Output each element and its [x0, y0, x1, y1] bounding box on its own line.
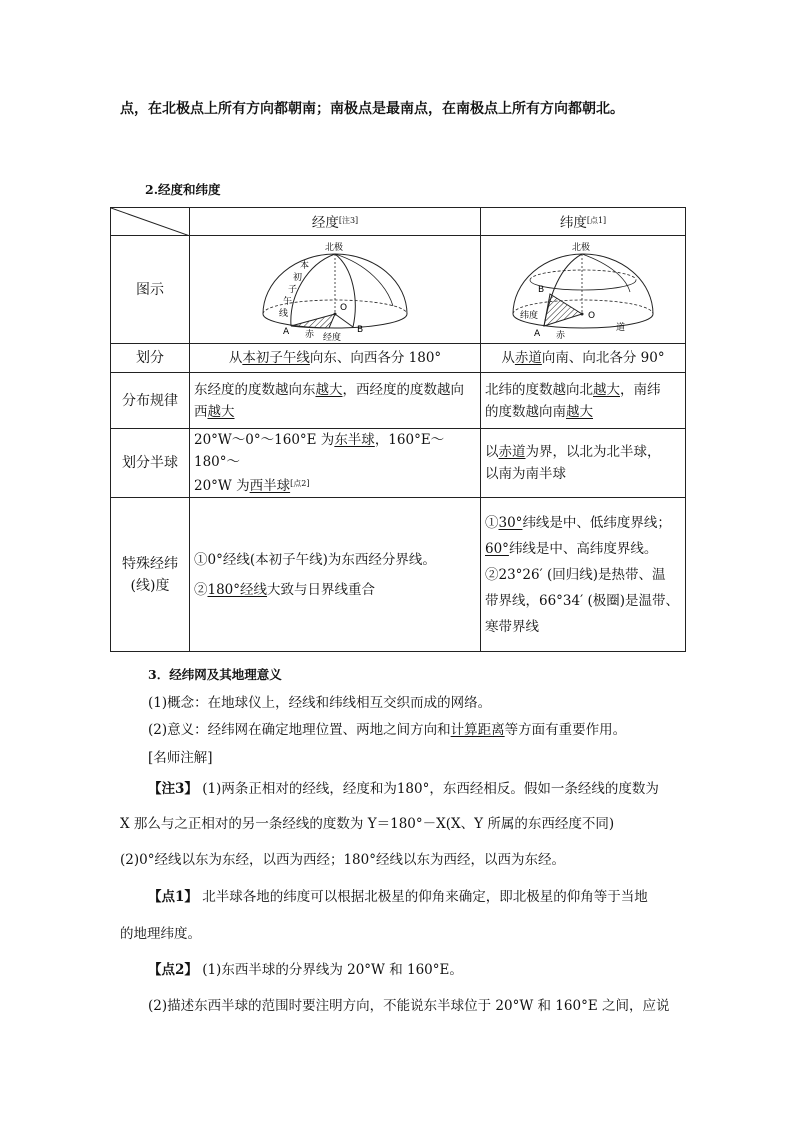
lat-fig-equator-2: 道 — [616, 322, 626, 333]
lat-fig-degree: 纬度 — [520, 310, 539, 321]
concept-paragraph: (1)概念：在地球仪上，经线和纬线相互交织而成的网络。 — [148, 695, 492, 711]
lat-special-text-5: 寒带界线 — [485, 618, 539, 635]
lat-dist-underlined-2: 越大 — [566, 403, 593, 420]
longitude-division — [190, 344, 481, 373]
lon-fig-north-pole: 北极 — [325, 242, 344, 253]
lat-fig-label-b: B — [538, 284, 545, 295]
note-3-text-1: (1)两条正相对的经线，经度和为180°，东西经相反。假如一条经线的度数为 — [197, 781, 659, 797]
lat-special-underlined-1: 30° — [498, 514, 523, 531]
row-header-special-line-2: (线)度 — [130, 577, 170, 594]
lat-hemi-underlined: 赤道 — [498, 444, 526, 460]
note-3-line-2: X 那么与之正相对的另一条经线的度数为 Y＝180°－X(X、Y 所属的东西经度不同) — [120, 816, 615, 832]
lon-div-text-1: 从 — [228, 350, 243, 366]
latitude-figure-cell — [481, 236, 686, 344]
lon-fig-label-a: A — [283, 326, 290, 337]
point-ref-2: [点2] — [290, 479, 310, 488]
lat-special-text-1a: ① — [485, 514, 499, 531]
header-latitude-label: 纬度 — [559, 214, 587, 231]
lat-dist-text-1: 北纬的度数越向北 — [485, 381, 593, 398]
note-3-line-1 — [148, 780, 659, 798]
note-3-tag: 【注3】 — [148, 781, 198, 797]
lat-special-text-4: 带界线，66°34′ (极圈)是温带、 — [485, 592, 679, 609]
point-2-line-2: (2)描述东西半球的范围时要注明方向，不能说东半球位于 20°W 和 160°E 之间，应说 — [148, 998, 670, 1014]
lon-special-text-2a: ② — [194, 581, 208, 598]
point-ref-1: [点1] — [586, 215, 607, 225]
intro-line: 点，在北极点上所有方向都朝南；南极点是最南点，在南极点上所有方向都朝北。 — [120, 101, 624, 117]
longitude-hemisphere-figure — [245, 238, 425, 342]
lat-fig-north-pole: 北极 — [572, 242, 591, 253]
lon-dist-text-3: 西 — [194, 403, 208, 420]
lon-special-text-1: ①0°经线(本初子午线)为东西经分界线。 — [194, 551, 436, 568]
note-3-line-3: (2)0°经线以东为东经，以西为西经；180°经线以东为西经，以西为东经。 — [120, 852, 565, 868]
latitude-special — [481, 498, 686, 652]
lon-hemi-text-1: 20°W～0°～160°E 为 — [194, 432, 335, 448]
longitude-figure-cell — [190, 236, 481, 344]
header-latitude — [481, 208, 686, 236]
latitude-hemisphere — [481, 429, 686, 498]
lat-special-text-1b: 纬线是中、低纬度界线； — [522, 514, 671, 531]
lon-fig-meridian-char-3: 子 — [288, 284, 298, 295]
section-3-title: 3．经纬网及其地理意义 — [148, 667, 282, 682]
row-header-hemisphere: 划分半球 — [111, 429, 190, 498]
lon-fig-meridian-char-5: 线 — [279, 308, 289, 319]
lon-hemi-underlined-1: 东半球 — [334, 432, 375, 448]
lon-fig-meridian-char-1: 本 — [300, 260, 310, 271]
row-header-diagram: 图示 — [111, 236, 190, 344]
lon-fig-label-b: B — [357, 324, 364, 335]
lat-fig-label-o: O — [588, 310, 596, 321]
meaning-underlined: 计算距离 — [450, 722, 505, 738]
lon-dist-text-2: ，西经度的度数越向 — [342, 381, 464, 398]
lon-special-text-2b: 大致与日界线重合 — [267, 581, 376, 598]
lon-special-underlined: 180°经线 — [207, 581, 268, 598]
latitude-division — [481, 344, 686, 373]
meaning-text-2: 等方面有重要作用。 — [504, 722, 627, 738]
lon-fig-degree: 经度 — [323, 332, 342, 342]
lon-dist-text-1: 东经度的度数越向东 — [194, 381, 316, 398]
row-header-distribution: 分布规律 — [111, 373, 190, 429]
meaning-paragraph — [148, 721, 626, 739]
teacher-notes-heading: [名师注解] — [148, 750, 213, 766]
note-ref-3: [注3] — [338, 215, 359, 225]
lat-hemi-text-2: 为界，以北为北半球， — [525, 444, 661, 460]
section-2-title: 2.经度和纬度 — [145, 182, 221, 197]
lon-fig-meridian-char-4: 午 — [283, 296, 293, 307]
lon-hemi-text-2: ，160°E～180°～ — [194, 432, 445, 470]
point-2-line-1 — [148, 961, 463, 979]
diagonal-line — [111, 208, 190, 236]
lat-special-text-3: ②23°26′ (回归线)是热带、温 — [485, 566, 666, 583]
row-header-special-line-1: 特殊经纬 — [122, 555, 178, 572]
lat-special-text-2b: 纬线是中、高纬度界线。 — [508, 540, 658, 557]
lat-fig-label-a: A — [534, 328, 541, 339]
lon-hemi-underlined-2: 西半球 — [249, 478, 291, 494]
table-corner-cell — [111, 208, 190, 236]
lon-hemi-text-3: 20°W 为 — [194, 478, 250, 494]
point-1-text-1: 北半球各地的纬度可以根据北极星的仰角来确定，即北极星的仰角等于当地 — [197, 889, 648, 905]
lon-fig-label-o: O — [340, 302, 348, 313]
lat-dist-text-2: ，南纬 — [620, 381, 661, 398]
meaning-text-1: (2)意义：经纬网在确定地理位置、两地之间方向和 — [148, 722, 451, 738]
lat-div-underlined: 赤道 — [514, 350, 542, 366]
lon-fig-equator: 赤 — [305, 329, 315, 340]
point-2-tag: 【点2】 — [148, 962, 198, 978]
lon-div-underlined: 本初子午线 — [242, 350, 310, 366]
lat-hemi-text-3: 以南为南半球 — [485, 466, 566, 482]
lon-div-text-2: 向东、向西各分 180° — [309, 350, 442, 366]
point-1-tag: 【点1】 — [148, 889, 198, 905]
lon-dist-underlined-1: 越大 — [315, 381, 343, 398]
point-1-line-2: 的地理纬度。 — [120, 926, 201, 942]
lon-dist-underlined-2: 越大 — [207, 403, 235, 420]
lat-dist-underlined-1: 越大 — [593, 381, 620, 398]
lon-fig-meridian-char-2: 初 — [293, 272, 303, 283]
row-header-division: 划分 — [111, 344, 190, 373]
longitude-distribution — [190, 373, 481, 429]
latitude-hemisphere-figure — [498, 238, 668, 342]
lat-div-text-2: 向南、向北各分 90° — [541, 350, 665, 366]
lat-special-underlined-2: 60° — [485, 540, 509, 557]
point-2-text-1: (1)东西半球的分界线为 20°W 和 160°E。 — [197, 962, 463, 978]
lat-fig-equator-1: 赤 — [556, 330, 566, 341]
header-longitude-label: 经度 — [311, 214, 339, 231]
latitude-distribution — [481, 373, 686, 429]
longitude-special — [190, 498, 481, 652]
row-header-special — [111, 498, 190, 652]
header-longitude — [190, 208, 481, 236]
lat-dist-text-3: 的度数越向南 — [485, 403, 566, 420]
lat-div-text-1: 从 — [501, 350, 515, 366]
longitude-latitude-table — [110, 207, 686, 652]
lat-hemi-text-1: 以 — [485, 444, 499, 460]
point-1-line-1 — [148, 888, 648, 906]
longitude-hemisphere — [190, 429, 481, 498]
